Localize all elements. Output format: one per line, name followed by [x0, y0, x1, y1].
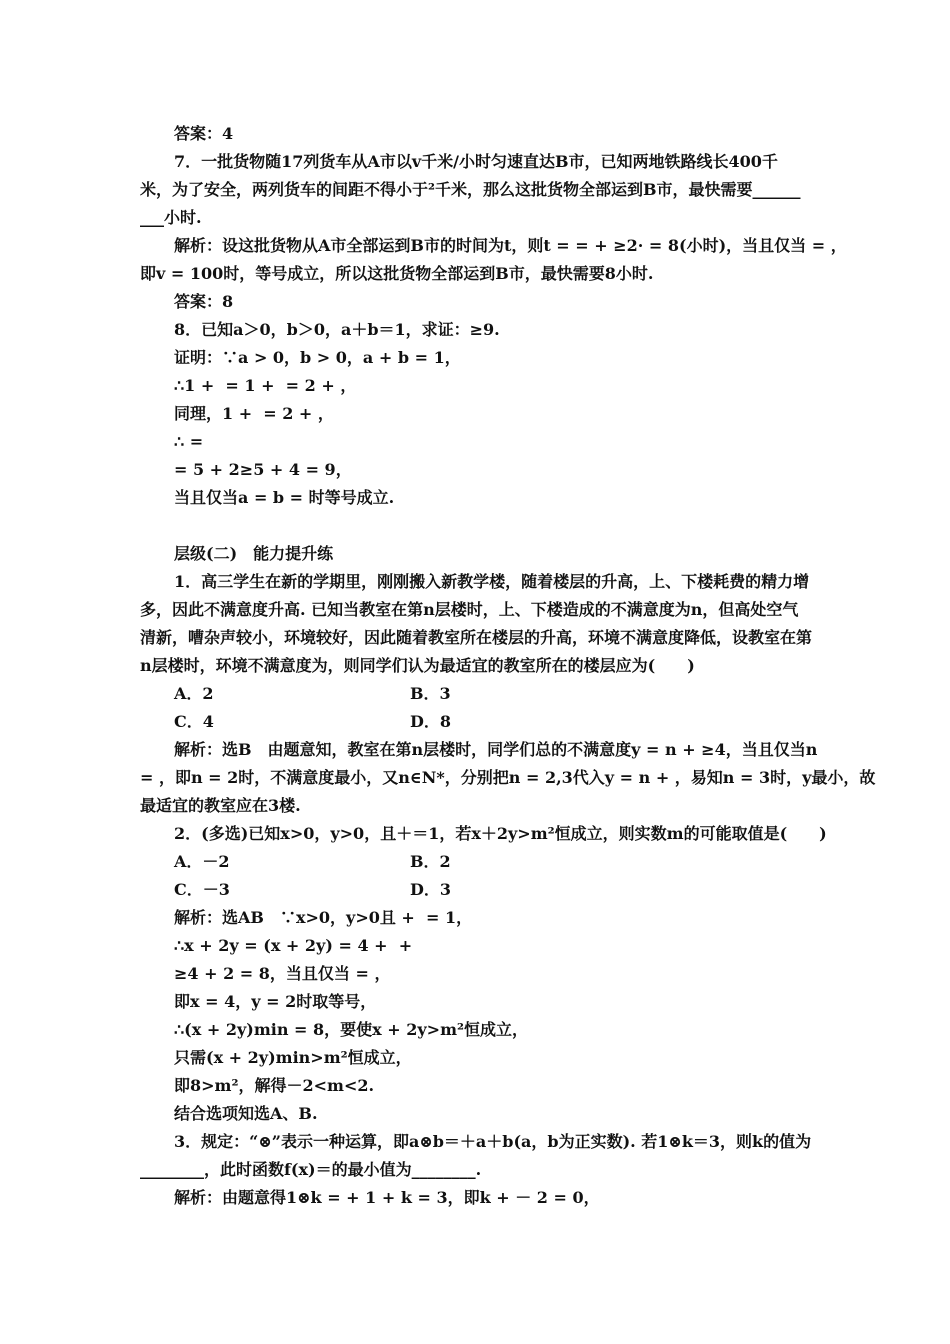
p1-option-c: C．4: [174, 712, 214, 731]
q8-proof-4: ∴ =: [174, 432, 209, 451]
q7-line-2: 米，为了安全，两列货车的间距不得小于²千米，那么这批货物全部运到B市，最快需要______: [140, 180, 801, 199]
p2-option-a: A．－2: [174, 852, 230, 871]
p1-option-d: D．8: [410, 712, 452, 731]
q8-proof-2: ∴1 + = 1 + = 2 + ，: [174, 376, 357, 395]
p1-line-4: n层楼时，环境不满意度为，则同学们认为最适宜的教室所在的楼层应为( ): [140, 656, 695, 675]
p2-solution-8: 结合选项知选A、B.: [174, 1104, 318, 1123]
p1-line-3: 清新，嘈杂声较小，环境较好，因此随着教室所在楼层的升高，环境不满意度降低，设教室在第: [140, 628, 813, 647]
p2-option-b: B．2: [410, 852, 451, 871]
p2-solution-3: ≥4 + 2 = 8，当且仅当 = ，: [174, 964, 391, 983]
p1-solution-2: = ，即n = 2时，不满意度最小，又n∈N*，分别把n = 2,3代入y = n + ，易知n = 3时，y最小，故: [140, 768, 876, 787]
p2-solution-4: 即x = 4，y = 2时取等号，: [174, 992, 377, 1011]
section-heading: 层级(二) 能力提升练: [174, 544, 334, 563]
p2-solution-2: ∴x + 2y = (x + 2y) = 4 + +: [174, 936, 418, 955]
q8-statement: 8．已知a＞0，b＞0，a＋b＝1，求证：≥9.: [174, 320, 500, 339]
q7-line-3: ___小时.: [140, 208, 202, 227]
p2-solution-7: 即8>m²，解得－2<m<2.: [174, 1076, 375, 1095]
q7-solution-2: 即v = 100时，等号成立，所以这批货物全部运到B市，最快需要8小时.: [140, 264, 654, 283]
p3-solution-1: 解析：由题意得1⊗k = + 1 + k = 3，即k + － 2 = 0，: [174, 1188, 600, 1207]
p2-option-c: C．－3: [174, 880, 230, 899]
q7-line-1: 7．一批货物随17列货车从A市以v千米/小时匀速直达B市，已知两地铁路线长400千: [174, 152, 778, 171]
p3-line-1: 3．规定：“⊗”表示一种运算，即a⊗b＝＋a＋b(a，b为正实数). 若1⊗k＝3，则k的值为: [174, 1132, 812, 1151]
answer-7: 答案：8: [174, 292, 234, 311]
p1-option-b: B．3: [410, 684, 451, 703]
q8-proof-6: 当且仅当a = b = 时等号成立.: [174, 488, 395, 507]
q8-proof-5: = 5 + 2≥5 + 4 = 9，: [174, 460, 352, 479]
p1-solution-1: 解析：选B 由题意知，教室在第n层楼时，同学们总的不满意度y = n + ≥4，当且仅当n: [174, 740, 818, 759]
p2-solution-1: 解析：选AB ∵x>0，y>0且 + = 1，: [174, 908, 473, 927]
p2-option-d: D．3: [410, 880, 452, 899]
p1-option-a: A．2: [174, 684, 214, 703]
p3-line-2: ________，此时函数f(x)＝的最小值为________.: [140, 1160, 482, 1179]
answer-6: 答案：4: [174, 124, 234, 143]
q8-proof-1: 证明：∵a > 0，b > 0，a + b = 1，: [174, 348, 461, 367]
q8-proof-3: 同理，1 + = 2 + ，: [174, 404, 334, 423]
p1-line-1: 1．高三学生在新的学期里，刚刚搬入新教学楼，随着楼层的升高，上、下楼耗费的精力增: [174, 572, 810, 591]
p2-solution-5: ∴(x + 2y)min = 8，要使x + 2y>m²恒成立，: [174, 1020, 529, 1039]
q7-solution-1: 解析：设这批货物从A市全部运到B市的时间为t，则t = = + ≥2· = 8(小时)，当且仅当 = ，: [174, 236, 847, 255]
p2-statement: 2．(多选)已知x>0，y>0，且＋＝1，若x＋2y>m²恒成立，则实数m的可能取值是( ): [174, 824, 827, 843]
p1-solution-3: 最适宜的教室应在3楼.: [140, 796, 301, 815]
p2-solution-6: 只需(x + 2y)min>m²恒成立，: [174, 1048, 412, 1067]
p1-line-2: 多，因此不满意度升高. 已知当教室在第n层楼时，上、下楼造成的不满意度为n，但高处空气: [140, 600, 799, 619]
